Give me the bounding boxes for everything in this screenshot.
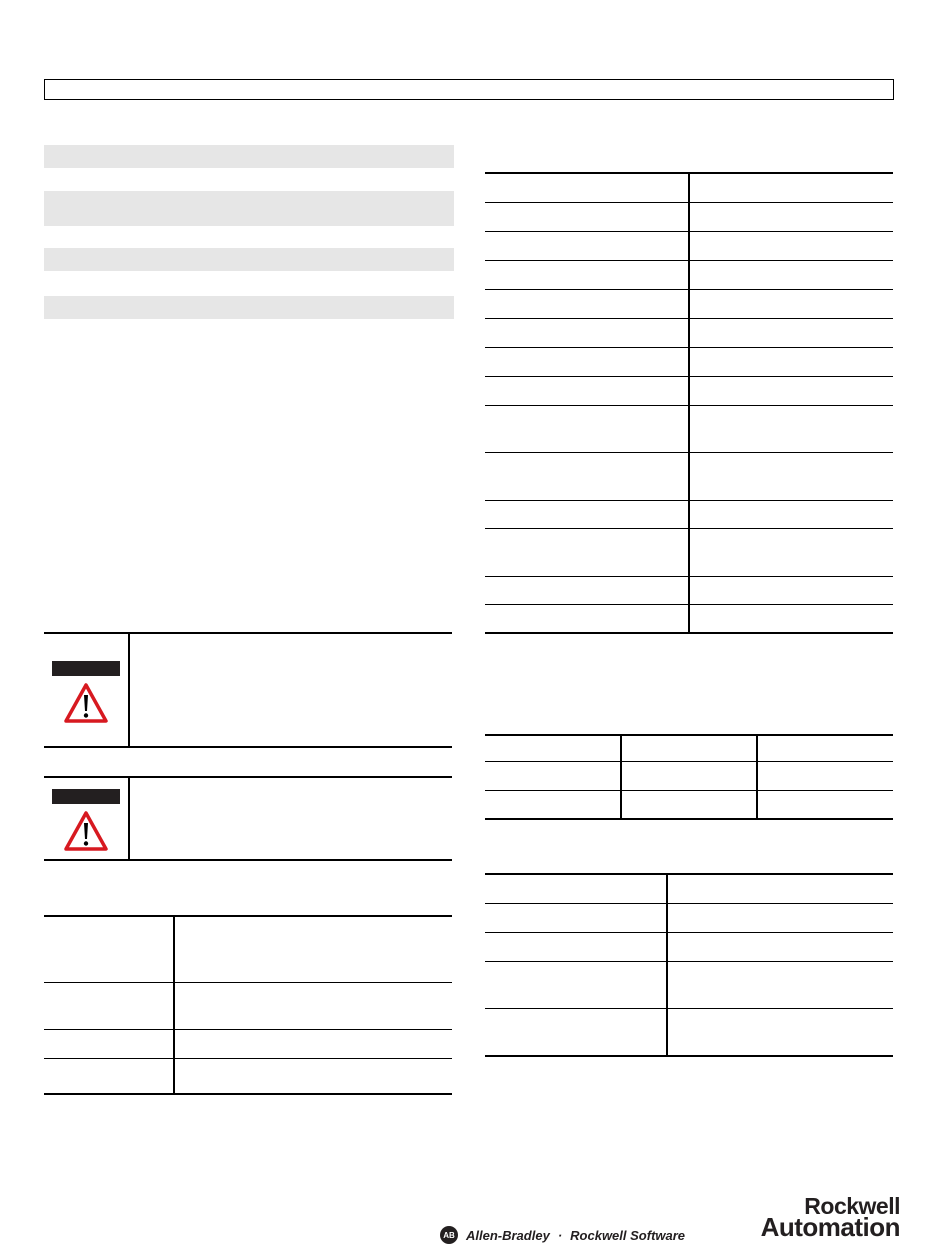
table-cell xyxy=(667,874,893,903)
table-row xyxy=(485,500,893,528)
header-box xyxy=(44,79,894,100)
notice-divider xyxy=(128,634,130,746)
table-row xyxy=(485,903,893,932)
table-row xyxy=(485,576,893,604)
table-cell xyxy=(485,173,689,202)
right-spec-table-2 xyxy=(485,734,893,820)
section-heading-band xyxy=(44,191,454,226)
table-cell xyxy=(174,916,452,982)
table-cell xyxy=(485,289,689,318)
table-row xyxy=(485,347,893,376)
table-row xyxy=(44,1058,452,1094)
table-row xyxy=(485,376,893,405)
table-cell xyxy=(485,376,689,405)
table-cell xyxy=(485,347,689,376)
table-cell xyxy=(757,790,893,819)
table-cell xyxy=(485,961,667,1008)
brand-separator: · xyxy=(557,1227,563,1243)
table-cell xyxy=(174,1029,452,1058)
table-cell xyxy=(667,932,893,961)
table-cell xyxy=(485,405,689,452)
notice-divider xyxy=(128,778,130,859)
table-cell xyxy=(667,903,893,932)
table-cell xyxy=(757,735,893,761)
rockwell-logo-line2: Automation xyxy=(760,1212,900,1242)
table-cell xyxy=(44,1029,174,1058)
table-cell xyxy=(485,576,689,604)
section-heading-band xyxy=(44,248,454,271)
left-spec-table xyxy=(44,915,452,1095)
footer-brands xyxy=(440,1226,685,1244)
table-row xyxy=(485,289,893,318)
warning-triangle-icon xyxy=(63,810,109,852)
warning-notice xyxy=(44,632,452,748)
table-cell xyxy=(485,452,689,500)
table-row xyxy=(44,982,452,1029)
section-heading-band xyxy=(44,145,454,168)
warning-notice xyxy=(44,776,452,861)
warning-label-bar xyxy=(52,661,120,676)
table-cell xyxy=(44,916,174,982)
table-cell xyxy=(485,903,667,932)
warning-label-bar xyxy=(52,789,120,804)
table-cell xyxy=(485,874,667,903)
table-cell xyxy=(689,576,893,604)
allen-bradley-logo-icon: AB xyxy=(440,1226,458,1244)
table-row xyxy=(485,961,893,1008)
right-spec-table-3 xyxy=(485,873,893,1057)
table-cell xyxy=(485,735,621,761)
rockwell-logo-line1: Rockwell xyxy=(804,1193,900,1219)
table-row xyxy=(44,916,452,982)
table-row xyxy=(485,202,893,231)
table-cell xyxy=(689,260,893,289)
table-row xyxy=(485,761,893,790)
table-row xyxy=(485,260,893,289)
table-cell xyxy=(485,318,689,347)
rockwell-automation-logo xyxy=(720,1193,900,1242)
table-cell xyxy=(485,528,689,576)
table-row xyxy=(485,1008,893,1056)
table-cell xyxy=(485,790,621,819)
table-cell xyxy=(485,202,689,231)
table-cell xyxy=(689,289,893,318)
table-cell xyxy=(174,982,452,1029)
table-row xyxy=(44,1029,452,1058)
table-cell xyxy=(621,735,757,761)
table-cell xyxy=(485,932,667,961)
table-cell xyxy=(667,1008,893,1056)
table-cell xyxy=(485,500,689,528)
table-cell xyxy=(689,318,893,347)
table-cell xyxy=(689,405,893,452)
table-cell xyxy=(689,604,893,633)
table-cell xyxy=(667,961,893,1008)
table-cell xyxy=(689,231,893,260)
table-cell xyxy=(174,1058,452,1094)
table-row xyxy=(485,405,893,452)
table-cell xyxy=(757,761,893,790)
table-row xyxy=(485,735,893,761)
table-cell xyxy=(689,347,893,376)
table-cell xyxy=(689,500,893,528)
table-row xyxy=(485,932,893,961)
table-cell xyxy=(44,982,174,1029)
table-cell xyxy=(485,1008,667,1056)
table-cell xyxy=(689,376,893,405)
table-row xyxy=(485,318,893,347)
table-row xyxy=(485,604,893,633)
table-cell xyxy=(621,761,757,790)
table-cell xyxy=(689,528,893,576)
table-row xyxy=(485,452,893,500)
table-row xyxy=(485,528,893,576)
table-row xyxy=(485,790,893,819)
table-cell xyxy=(689,452,893,500)
section-heading-band xyxy=(44,296,454,319)
rockwell-software-text: Rockwell Software xyxy=(570,1227,686,1243)
table-cell xyxy=(485,260,689,289)
right-spec-table-1 xyxy=(485,172,893,634)
table-row xyxy=(485,231,893,260)
table-cell xyxy=(689,173,893,202)
table-cell xyxy=(44,1058,174,1094)
table-cell xyxy=(485,231,689,260)
warning-triangle-icon xyxy=(63,682,109,724)
table-cell xyxy=(485,604,689,633)
allen-bradley-text: Allen-Bradley xyxy=(466,1227,550,1243)
table-row xyxy=(485,173,893,202)
table-cell xyxy=(485,761,621,790)
table-cell xyxy=(689,202,893,231)
table-cell xyxy=(621,790,757,819)
table-row xyxy=(485,874,893,903)
